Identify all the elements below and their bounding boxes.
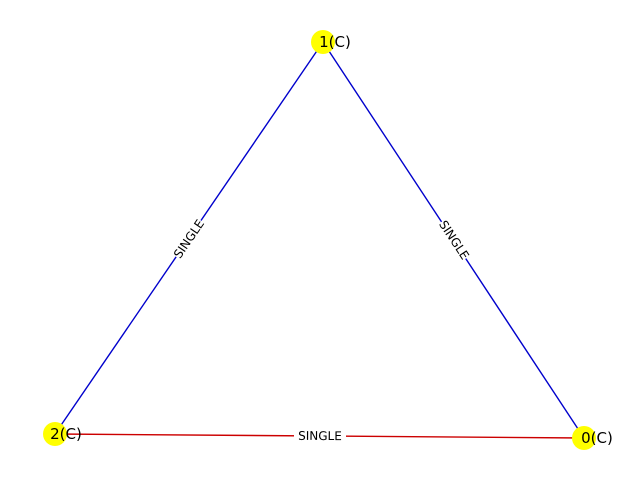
edge-label-1-2-group	[170, 216, 208, 261]
edge-label-1-2: SINGLE	[170, 217, 208, 261]
edge-label-1-0-group	[435, 217, 473, 263]
node-label-0: 0(C)	[581, 429, 613, 447]
edge-label-2-0: SINGLE	[298, 428, 342, 444]
node-label-2: 2(C)	[50, 425, 82, 443]
edge-label-1-0: SINGLE	[436, 217, 472, 263]
node-label-1: 1(C)	[319, 33, 351, 51]
edge-label-2-0-group	[294, 428, 346, 444]
